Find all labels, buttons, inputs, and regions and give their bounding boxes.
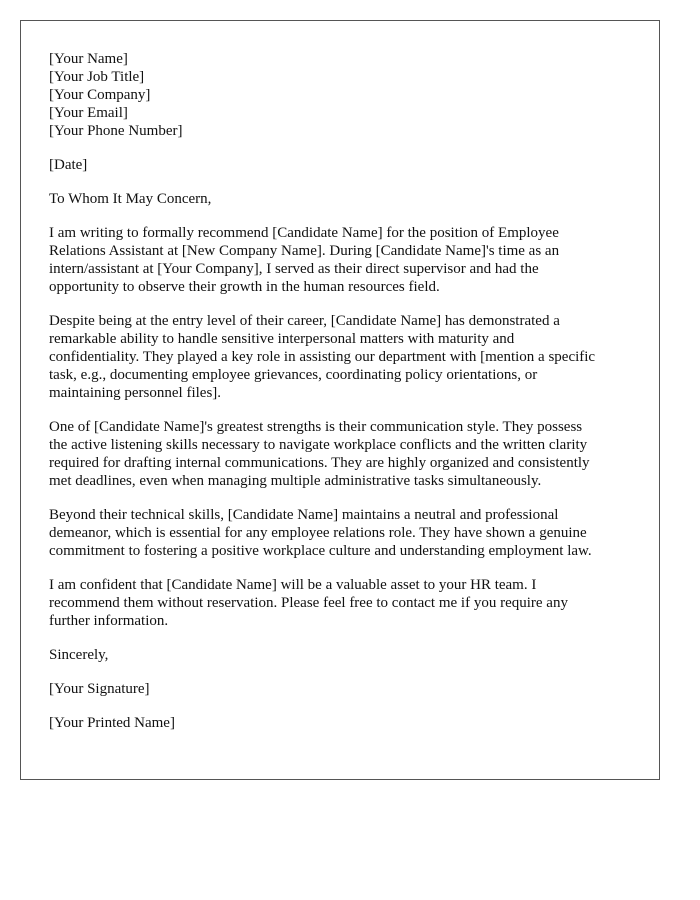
paragraph-line: I am confident that [Candidate Name] will be a valuable asset to your HR team. I [49,577,537,593]
paragraph-2 [49,312,637,402]
letter-page [20,20,660,780]
paragraph-line: confidentiality. They played a key role in assisting our department with [mention a specific [49,349,596,365]
paragraph-line: further information. [49,613,169,629]
letter-date: [Date] [49,157,88,173]
closing: Sincerely, [49,647,109,663]
paragraph-line: commitment to fostering a positive workplace culture and understanding employment law. [49,543,592,559]
paragraph-line: opportunity to observe their growth in the human resources field. [49,279,440,295]
sender-company: [Your Company] [49,87,151,103]
paragraph-3 [49,418,637,490]
paragraph-line: the active listening skills necessary to navigate workplace conflicts and the written clarity [49,437,588,453]
paragraph-4 [49,506,637,560]
signature: [Your Signature] [49,681,150,697]
paragraph-5 [49,576,637,630]
sender-email: [Your Email] [49,105,128,121]
sender-name: [Your Name] [49,51,128,67]
paragraph-1 [49,224,637,296]
letter-body [49,50,637,732]
sender-block [49,50,637,140]
sender-job-title: [Your Job Title] [49,69,145,85]
paragraph-line: maintaining personnel files]. [49,385,222,401]
paragraph-line: intern/assistant at [Your Company], I served as their direct supervisor and had the [49,261,539,277]
paragraph-line: Relations Assistant at [New Company Name]. During [Candidate Name]'s time as an [49,243,560,259]
paragraph-line: remarkable ability to handle sensitive interpersonal matters with maturity and [49,331,515,347]
printed-name: [Your Printed Name] [49,715,175,731]
paragraph-line: required for drafting internal communications. They are highly organized and consistently [49,455,590,471]
paragraph-line: recommend them without reservation. Please feel free to contact me if you require any [49,595,568,611]
paragraph-line: Despite being at the entry level of their career, [Candidate Name] has demonstrated a [49,313,560,329]
paragraph-line: Beyond their technical skills, [Candidate Name] maintains a neutral and professional [49,507,559,523]
paragraph-line: demeanor, which is essential for any employee relations role. They have shown a genuine [49,525,587,541]
paragraph-line: One of [Candidate Name]'s greatest strengths is their communication style. They possess [49,419,583,435]
paragraph-line: I am writing to formally recommend [Candidate Name] for the position of Employee [49,225,559,241]
paragraph-line: task, e.g., documenting employee grievances, coordinating policy orientations, or [49,367,538,383]
paragraph-line: met deadlines, even when managing multiple administrative tasks simultaneously. [49,473,542,489]
sender-phone: [Your Phone Number] [49,123,183,139]
salutation: To Whom It May Concern, [49,191,212,207]
